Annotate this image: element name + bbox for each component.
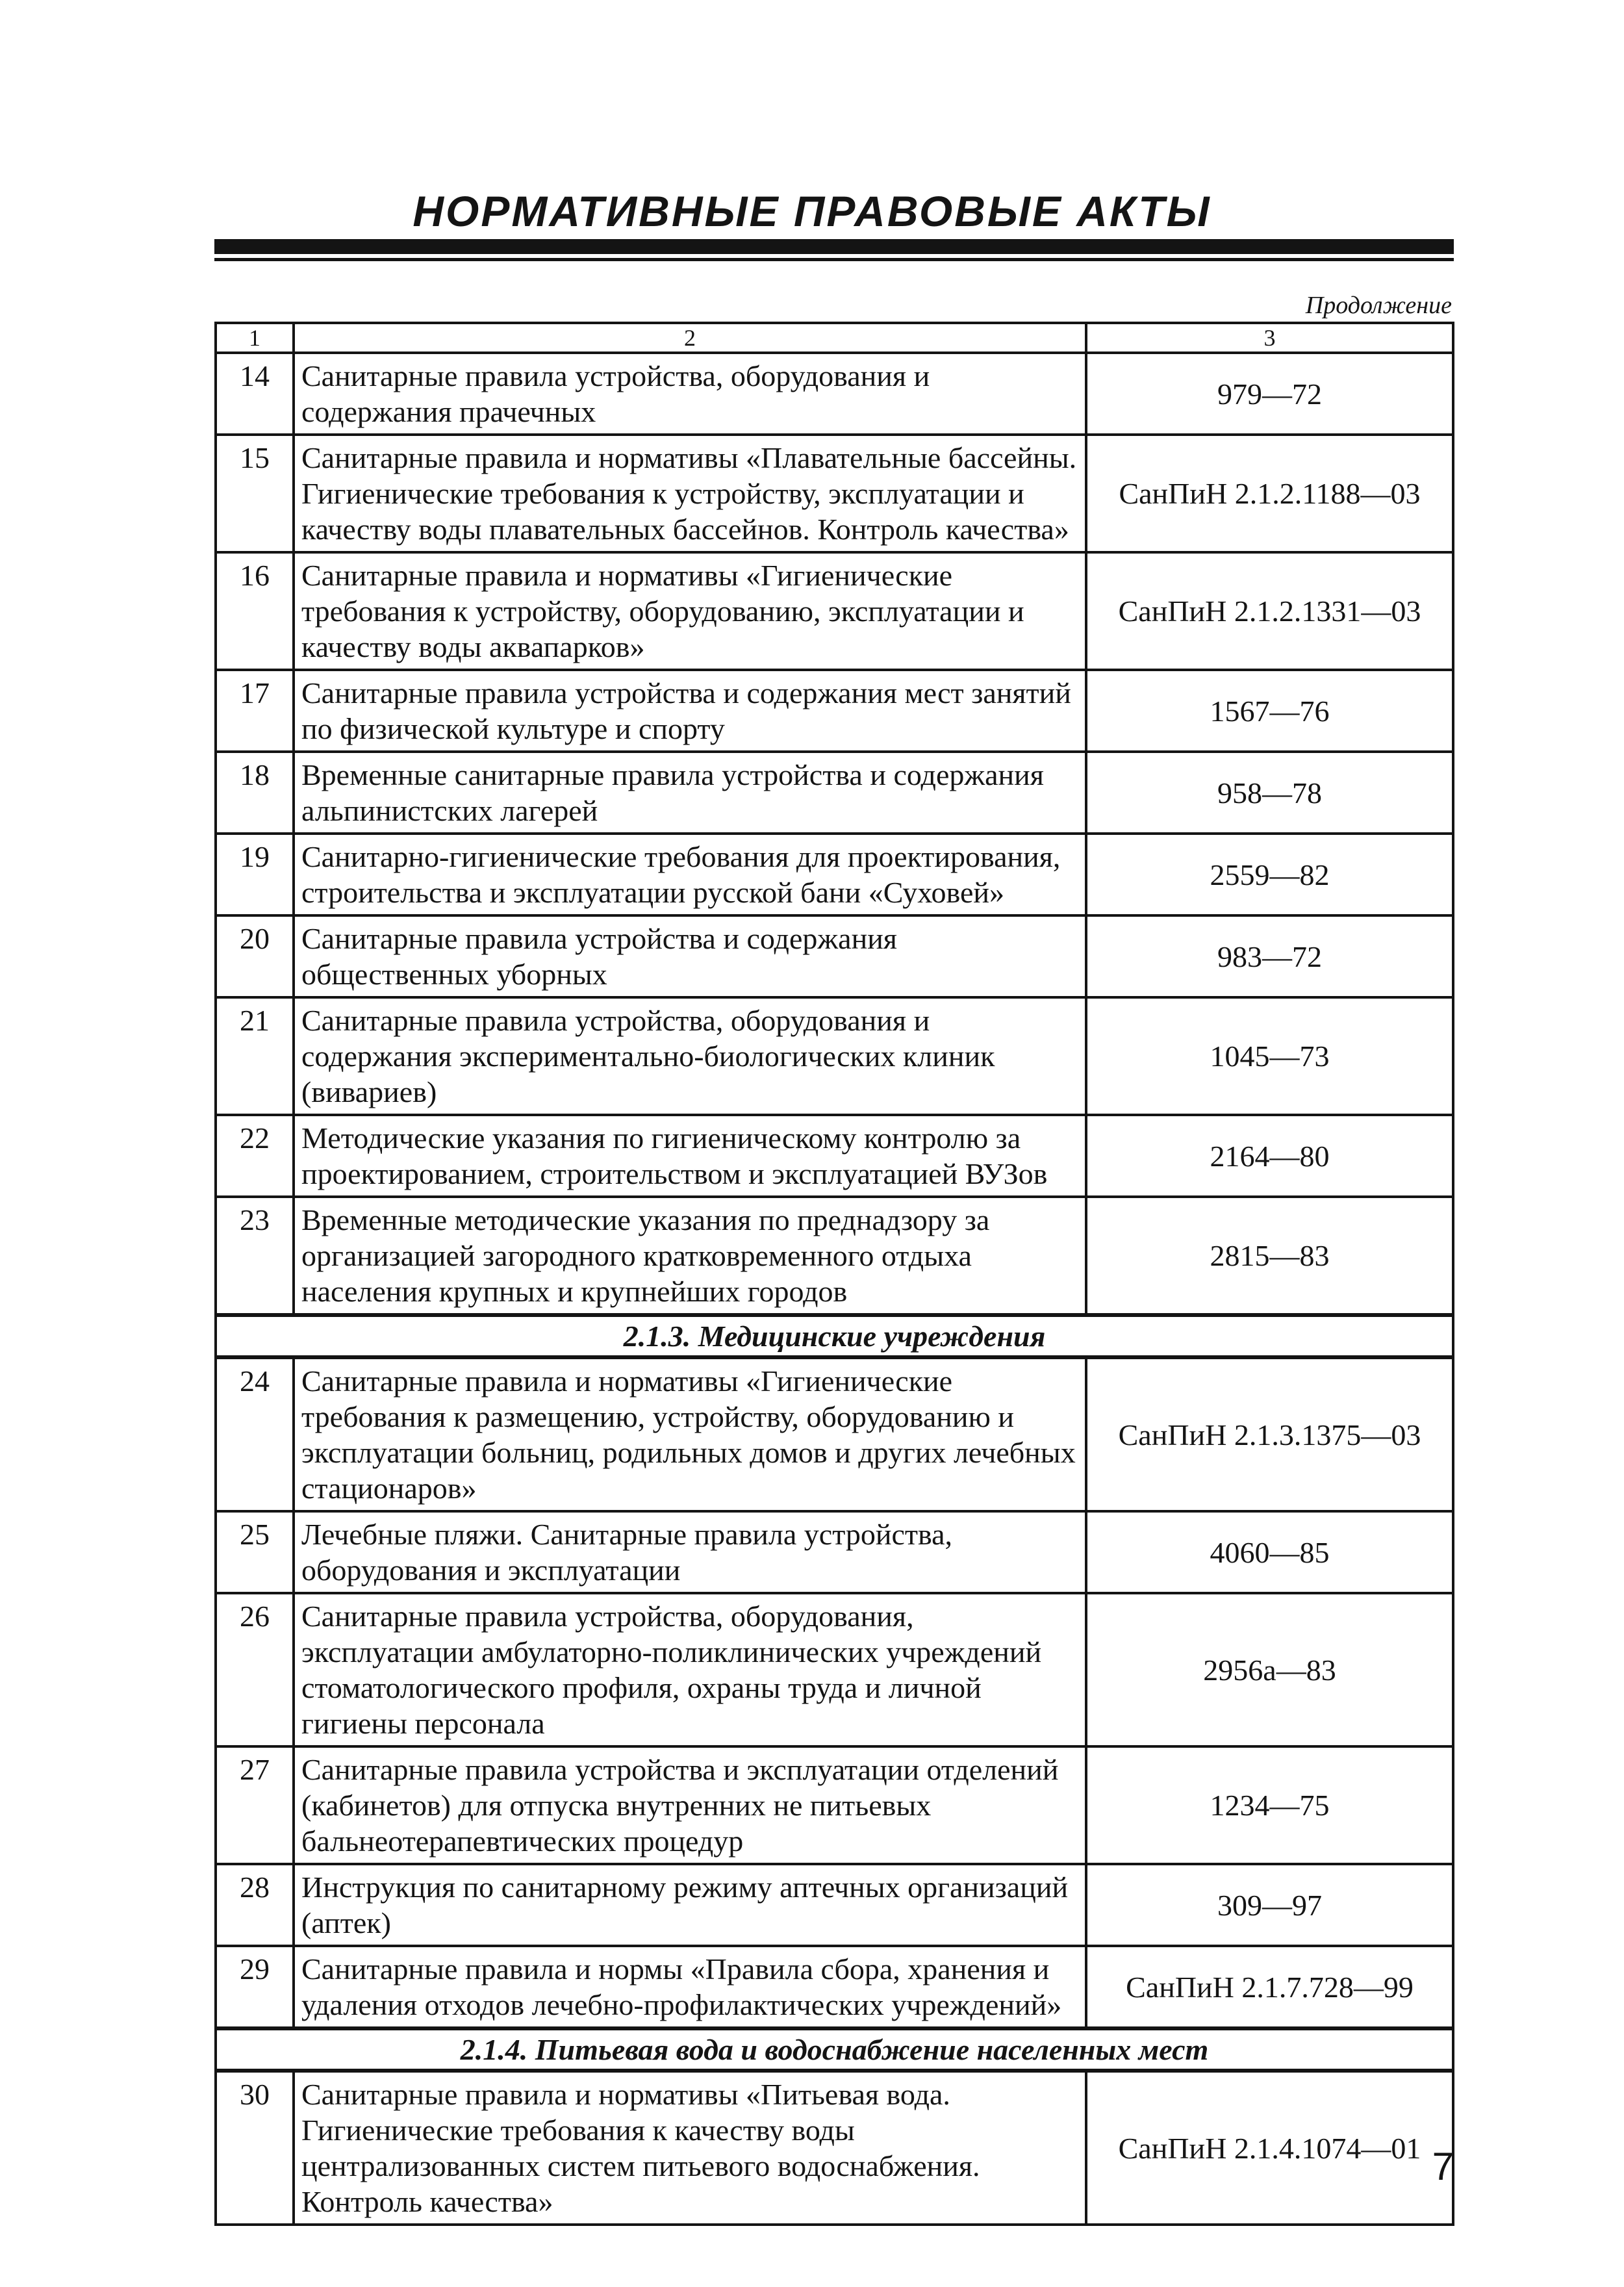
document-title: Санитарные правила и нормативы «Плавательные бассейны. Гигиенические требования к устройству, эксплуатации и качеству воды плавательных бассейнов. Контроль качества» — [294, 435, 1086, 552]
normative-acts-table — [214, 322, 1454, 2226]
section-title: 2.1.3. Медицинские учреждения — [216, 1315, 1453, 1357]
document-title: Санитарные правила и нормативы «Гигиенические требования к размещению, устройству, оборудованию и эксплуатации больниц, родильных домов и других лечебных стационаров» — [294, 1357, 1086, 1511]
row-number: 20 — [216, 915, 294, 997]
header-rule-thin-line — [214, 258, 1454, 261]
continuation-label: Продолжение — [1305, 292, 1452, 319]
row-number: 15 — [216, 435, 294, 552]
table-row — [216, 1864, 1453, 1946]
document-title: Санитарно-гигиенические требования для проектирования, строительства и эксплуатации русской бани «Суховей» — [294, 834, 1086, 915]
header-rule — [214, 239, 1454, 262]
column-number-3: 3 — [1086, 323, 1453, 353]
document-code: 1234—75 — [1086, 1746, 1453, 1864]
table-row — [216, 997, 1453, 1115]
document-code: 983—72 — [1086, 915, 1453, 997]
table-row — [216, 1511, 1453, 1593]
table-row — [216, 1115, 1453, 1197]
header-rule-thick-line — [214, 239, 1454, 254]
row-number: 21 — [216, 997, 294, 1115]
row-number: 17 — [216, 670, 294, 752]
document-title: Лечебные пляжи. Санитарные правила устройства, оборудования и эксплуатации — [294, 1511, 1086, 1593]
table-row — [216, 834, 1453, 915]
page-header-title: НОРМАТИВНЫЕ ПРАВОВЫЕ АКТЫ — [412, 187, 1212, 235]
row-number: 24 — [216, 1357, 294, 1511]
document-title: Методические указания по гигиеническому контролю за проектированием, строительством и эксплуатацией ВУЗов — [294, 1115, 1086, 1197]
row-number: 18 — [216, 752, 294, 834]
document-title: Временные методические указания по преднадзору за организацией загородного кратковременного отдыха населения крупных и крупнейших городов — [294, 1197, 1086, 1315]
document-title: Санитарные правила устройства и эксплуатации отделений (кабинетов) для отпуска внутренних не питьевых бальнеотерапевтических процедур — [294, 1746, 1086, 1864]
table-row — [216, 435, 1453, 552]
section-title: 2.1.4. Питьевая вода и водоснабжение населенных мест — [216, 2028, 1453, 2071]
document-code: СанПиН 2.1.2.1331—03 — [1086, 552, 1453, 670]
document-title: Санитарные правила устройства и содержания мест занятий по физической культуре и спорту — [294, 670, 1086, 752]
table-body — [216, 323, 1453, 2225]
table-row — [216, 353, 1453, 435]
row-number: 26 — [216, 1593, 294, 1746]
row-number: 22 — [216, 1115, 294, 1197]
document-code: СанПиН 2.1.7.728—99 — [1086, 1946, 1453, 2028]
row-number: 16 — [216, 552, 294, 670]
table-row — [216, 2071, 1453, 2225]
section-header-row — [216, 2028, 1453, 2071]
document-code: СанПиН 2.1.3.1375—03 — [1086, 1357, 1453, 1511]
document-code: 958—78 — [1086, 752, 1453, 834]
table-row — [216, 552, 1453, 670]
document-code: 1045—73 — [1086, 997, 1453, 1115]
row-number: 19 — [216, 834, 294, 915]
column-number-1: 1 — [216, 323, 294, 353]
table-row — [216, 1593, 1453, 1746]
page-number: 7 — [1432, 2145, 1454, 2188]
row-number: 25 — [216, 1511, 294, 1593]
document-title: Санитарные правила и нормативы «Питьевая вода. Гигиенические требования к качеству воды централизованных систем питьевого водоснабжения. Контроль качества» — [294, 2071, 1086, 2225]
column-number-row — [216, 323, 1453, 353]
document-code: 1567—76 — [1086, 670, 1453, 752]
section-header-row — [216, 1315, 1453, 1357]
document-code: 309—97 — [1086, 1864, 1453, 1946]
row-number: 30 — [216, 2071, 294, 2225]
document-title: Санитарные правила устройства и содержания общественных уборных — [294, 915, 1086, 997]
document-code: 4060—85 — [1086, 1511, 1453, 1593]
row-number: 27 — [216, 1746, 294, 1864]
document-title: Санитарные правила устройства, оборудования, эксплуатации амбулаторно-поликлинических учреждений стоматологического профиля, охраны труда и личной гигиены персонала — [294, 1593, 1086, 1746]
table-row — [216, 752, 1453, 834]
row-number: 29 — [216, 1946, 294, 2028]
row-number: 28 — [216, 1864, 294, 1946]
document-code: 2164—80 — [1086, 1115, 1453, 1197]
document-title: Санитарные правила устройства, оборудования и содержания экспериментально-биологических клиник (вивариев) — [294, 997, 1086, 1115]
table-row — [216, 1357, 1453, 1511]
document-title: Санитарные правила и нормы «Правила сбора, хранения и удаления отходов лечебно-профилактических учреждений» — [294, 1946, 1086, 2028]
column-number-2: 2 — [294, 323, 1086, 353]
document-title: Временные санитарные правила устройства и содержания альпинистских лагерей — [294, 752, 1086, 834]
document-title: Санитарные правила и нормативы «Гигиенические требования к устройству, оборудованию, эксплуатации и качеству воды аквапарков» — [294, 552, 1086, 670]
document-code: 979—72 — [1086, 353, 1453, 435]
document-code: 2815—83 — [1086, 1197, 1453, 1315]
document-code: 2559—82 — [1086, 834, 1453, 915]
document-code: СанПиН 2.1.4.1074—01 — [1086, 2071, 1453, 2225]
document-code: СанПиН 2.1.2.1188—03 — [1086, 435, 1453, 552]
table-row — [216, 1946, 1453, 2028]
table-row — [216, 670, 1453, 752]
document-title: Инструкция по санитарному режиму аптечных организаций (аптек) — [294, 1864, 1086, 1946]
table-row — [216, 915, 1453, 997]
row-number: 23 — [216, 1197, 294, 1315]
row-number: 14 — [216, 353, 294, 435]
document-title: Санитарные правила устройства, оборудования и содержания прачечных — [294, 353, 1086, 435]
document-code: 2956а—83 — [1086, 1593, 1453, 1746]
table-row — [216, 1746, 1453, 1864]
table-row — [216, 1197, 1453, 1315]
